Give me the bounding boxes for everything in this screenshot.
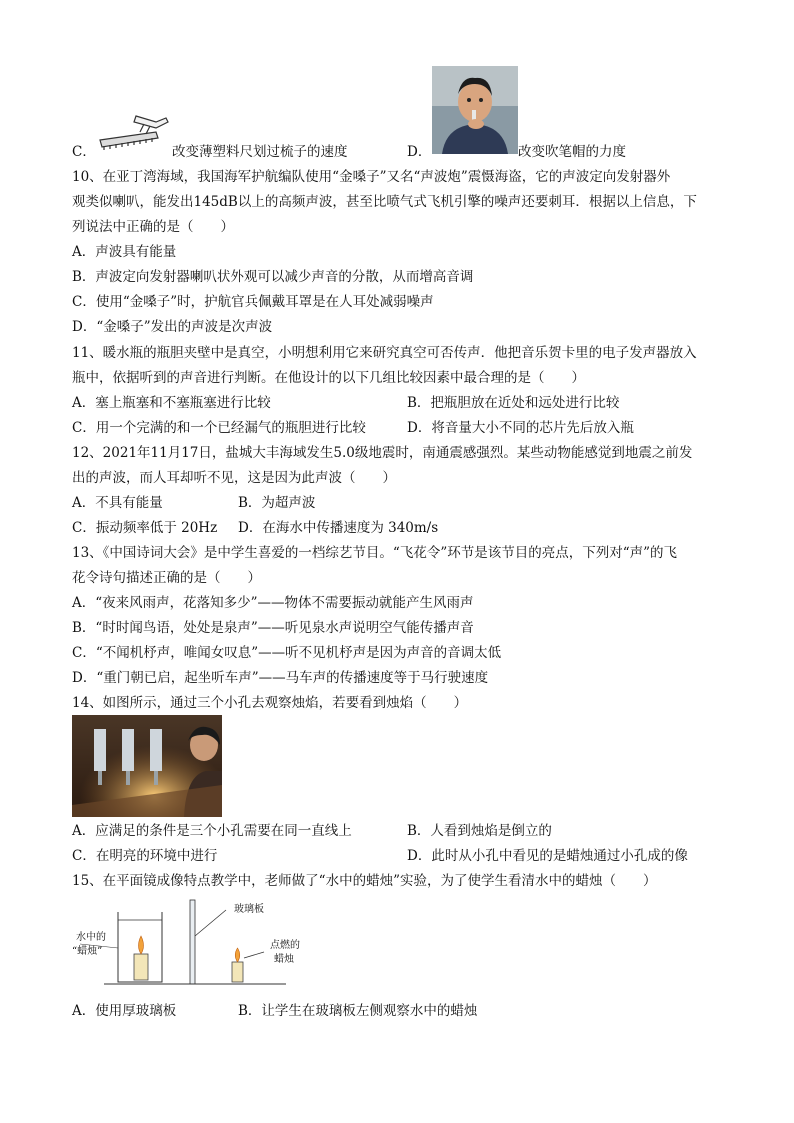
comb-ruler-image bbox=[96, 110, 172, 152]
q14-option-b: B．人看到烛焰是倒立的 bbox=[407, 823, 552, 839]
q15-option-b: B．让学生在玻璃板左侧观察水中的蜡烛 bbox=[238, 1003, 478, 1019]
q11-stem-line-1: 11、暖水瓶的瓶胆夹壁中是真空，小明想利用它来研究真空可否传声．他把音乐贺卡里的电子发声器放入 bbox=[72, 345, 697, 361]
q12-option-a: A．不具有能量 bbox=[72, 495, 163, 511]
q13-option-b: B．“时时闻鸟语，处处是泉声”——听见泉水声说明空气能传播声音 bbox=[72, 620, 474, 636]
q10-option-d: D．“金嗓子”发出的声波是次声波 bbox=[72, 319, 273, 335]
fig-label-water-candle-2: “蜡烛” bbox=[72, 946, 103, 957]
q12-stem-line-2: 出的声波，而人耳却听不见，这是因为此声波（ ） bbox=[72, 470, 396, 486]
fig-label-water-candle-1: 水中的 bbox=[76, 932, 106, 943]
q10-stem-line-2: 观类似喇叭，能发出145dB以上的高频声波，甚至比喷气式飞机引擎的噪声还要刺耳．根据以上信息，下 bbox=[72, 194, 697, 210]
q10-stem-line-3: 列说法中正确的是（ ） bbox=[72, 219, 234, 235]
q14-option-a: A．应满足的条件是三个小孔需要在同一直线上 bbox=[72, 823, 352, 839]
fig-label-lit-candle-1: 点燃的 bbox=[270, 940, 300, 951]
three-holes-candle-photo bbox=[72, 715, 222, 817]
q9-option-c-letter: C． bbox=[72, 144, 96, 160]
boy-blowing-pen-cap-photo bbox=[432, 66, 518, 154]
q10-option-b: B．声波定向发射器喇叭状外观可以减少声音的分散，从而增高音调 bbox=[72, 269, 474, 285]
q11-option-c: C．用一个完满的和一个已经漏气的瓶胆进行比较 bbox=[72, 420, 366, 436]
q12-option-b: B．为超声波 bbox=[238, 495, 316, 511]
q11-option-d: D．将音量大小不同的芯片先后放入瓶 bbox=[407, 420, 634, 436]
q11-stem-line-2: 瓶中，依据听到的声音进行判断。在他设计的以下几组比较因素中最合理的是（ ） bbox=[72, 370, 585, 386]
q14-stem-line-1: 14、如图所示，通过三个小孔去观察烛焰，若要看到烛焰（ ） bbox=[72, 695, 468, 711]
q9-option-d-letter: D． bbox=[407, 144, 432, 160]
q11-option-b: B．把瓶胆放在近处和远处进行比较 bbox=[407, 395, 620, 411]
q14-option-c: C．在明亮的环境中进行 bbox=[72, 848, 218, 864]
q10-stem-line-1: 10、在亚丁湾海域，我国海军护航编队使用“金嗓子”又名“声波炮”震慑海盗，它的声波定向发射器外 bbox=[72, 169, 671, 185]
q9-option-d-text: 改变吹笔帽的力度 bbox=[518, 144, 626, 160]
q9-option-c-text: 改变薄塑料尺划过梳子的速度 bbox=[172, 144, 348, 160]
fig-label-lit-candle-2: 蜡烛 bbox=[274, 954, 294, 965]
q15-option-a: A．使用厚玻璃板 bbox=[72, 1003, 177, 1019]
q13-stem-line-1: 13、《中国诗词大会》是中学生喜爱的一档综艺节目。“飞花令”环节是该节目的亮点，下列对“声”的飞 bbox=[72, 545, 678, 561]
q10-option-a: A．声波具有能量 bbox=[72, 244, 177, 260]
fig-label-glass-plate: 玻璃板 bbox=[234, 904, 264, 915]
q13-stem-line-2: 花令诗句描述正确的是（ ） bbox=[72, 570, 261, 586]
q12-option-c: C．振动频率低于 20Hz bbox=[72, 520, 218, 536]
q13-option-c: C．“不闻机杼声，唯闻女叹息”——听不见机杼声是因为声音的音调太低 bbox=[72, 645, 502, 661]
q13-option-d: D．“重门朝已启，起坐听车声”——马车声的传播速度等于马行驶速度 bbox=[72, 670, 489, 686]
q10-option-c: C．使用“金嗓子”时，护航官兵佩戴耳罩是在人耳处减弱噪声 bbox=[72, 294, 434, 310]
q12-option-d: D．在海水中传播速度为 340m/s bbox=[238, 520, 439, 536]
q12-stem-line-1: 12、2021年11月17日，盐城大丰海域发生5.0级地震时，南通震感强烈。某些动物能感觉到地震之前发 bbox=[72, 445, 693, 461]
q15-stem-line-1: 15、在平面镜成像特点教学中，老师做了“水中的蜡烛”实验，为了使学生看清水中的蜡烛（ ） bbox=[72, 873, 657, 889]
q13-option-a: A．“夜来风雨声，花落知多少”——物体不需要振动就能产生风雨声 bbox=[72, 595, 474, 611]
q11-option-a: A．塞上瓶塞和不塞瓶塞进行比较 bbox=[72, 395, 271, 411]
q14-option-d: D．此时从小孔中看见的是蜡烛通过小孔成的像 bbox=[407, 848, 688, 864]
